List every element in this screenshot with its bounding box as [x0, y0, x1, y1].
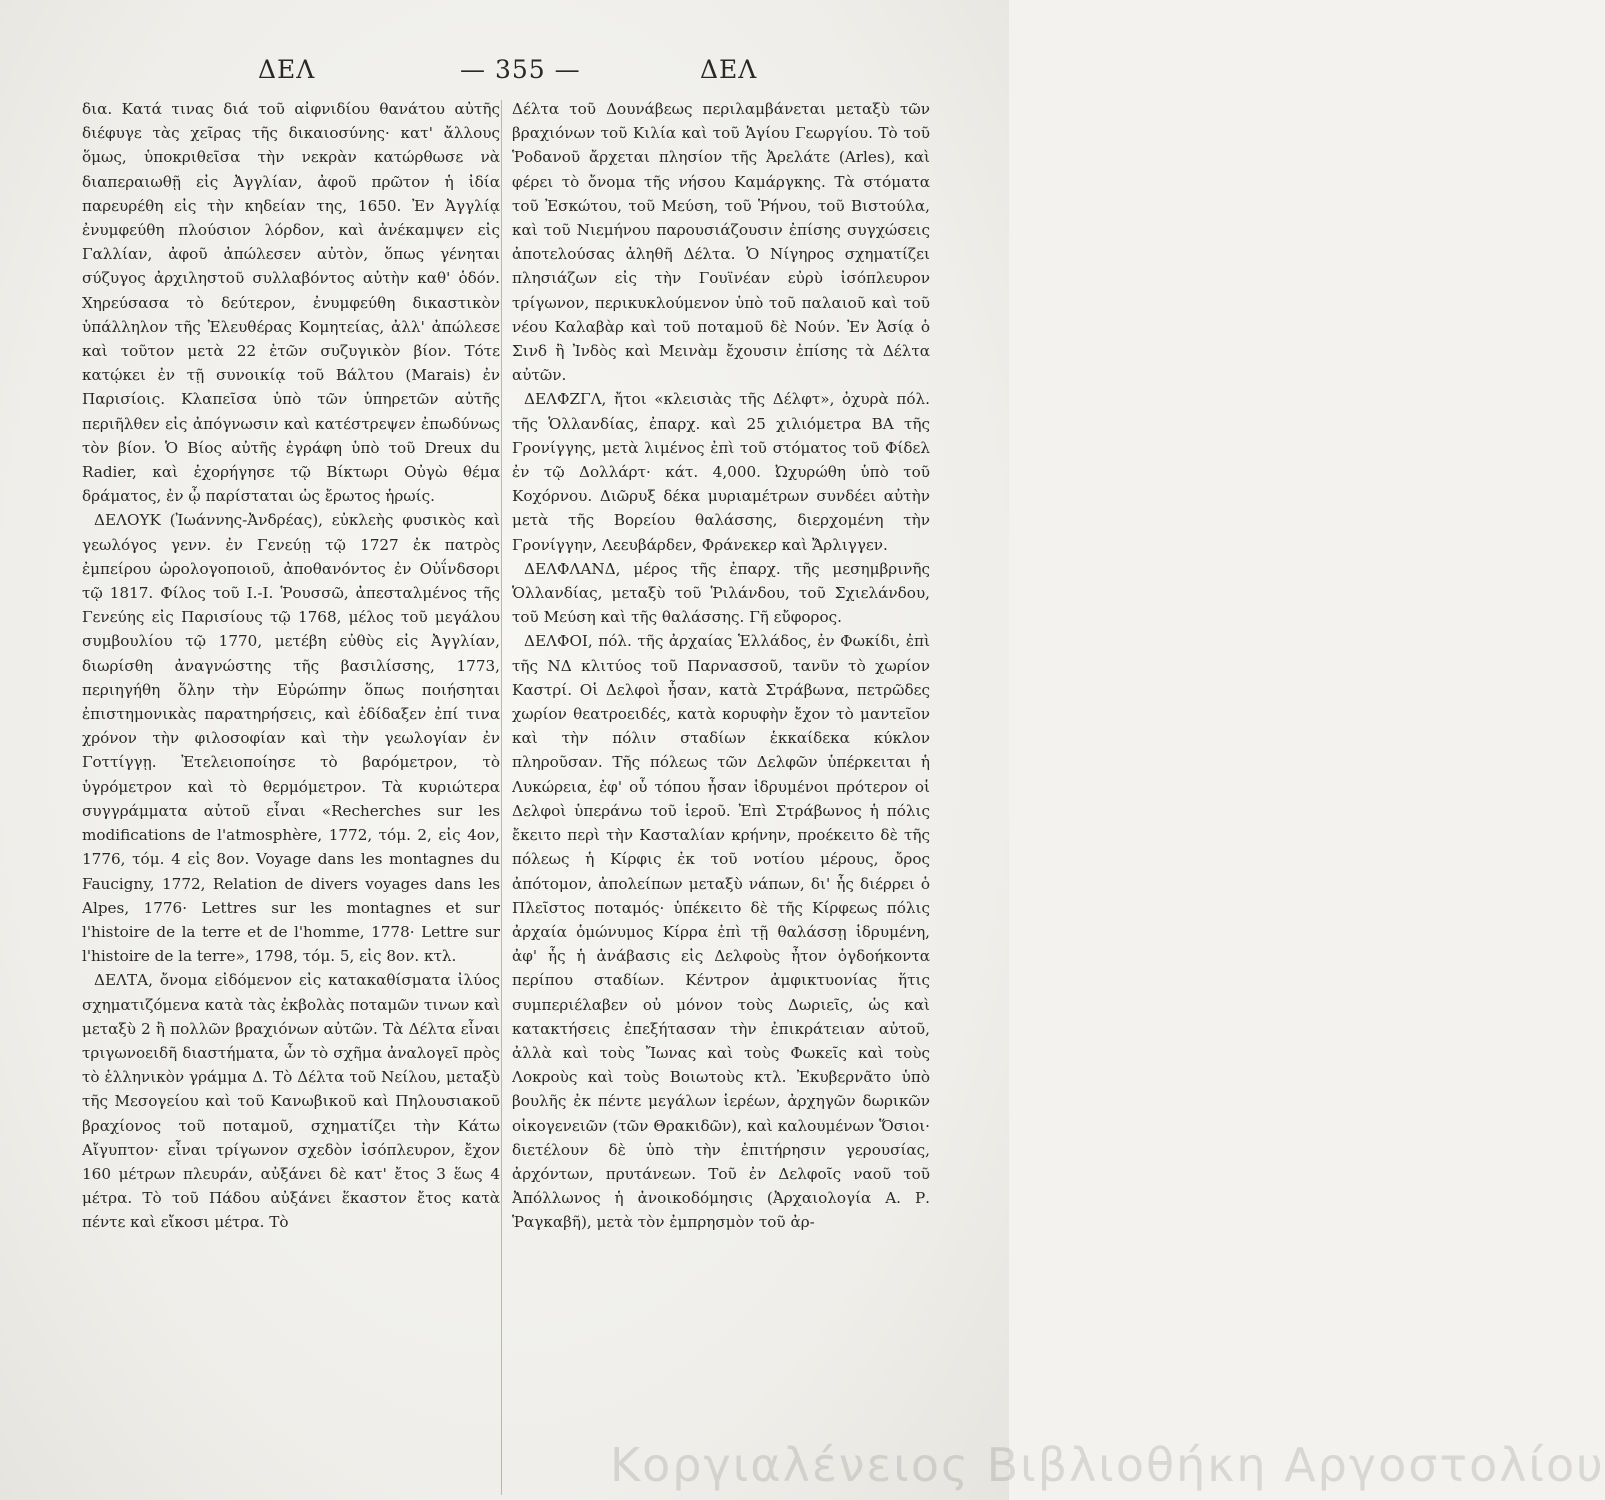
- paragraph-continuation-right: Δέλτα τοῦ Δουνάβεως περιλαμβάνεται μεταξὺ τῶν βραχιόνων τοῦ Κιλία καὶ τοῦ Ἁγίου Γεωργίου. Τὸ τοῦ Ῥοδανοῦ ἄρχεται πλησίον τῆς Ἀρελάτε (Arles), καὶ φέρει τὸ ὄνομα τῆς νήσου Καμάργκης. Τὰ στόματα τοῦ Ἐσκώτου, τοῦ Μεύση, τοῦ Ῥήνου, τοῦ Βιστούλα, καὶ τοῦ Νιεμήνου παρουσιάζουσιν ἐπίσης συγχώσεις ἀποτελούσας ἀληθῆ Δέλτα. Ὁ Νίγηρος σχηματίζει πλησιάζων εἰς τὴν Γουϊνέαν εὐρὺ ἰσόπλευρον τρίγωνον, περικυκλούμενον ὑπὸ τοῦ παλαιοῦ καὶ τοῦ νέου Καλαβὰρ καὶ τοῦ ποταμοῦ δὲ Νούν. Ἐν Ἀσίᾳ ὁ Σινδ ἢ Ἰνδὸς καὶ Μεινὰμ ἔχουσιν ἐπίσης τὰ Δέλτα αὐτῶν.: [512, 100, 930, 385]
- header-left-keyword: ΔΕΛ: [258, 55, 316, 84]
- entry-delfoi: ΔΕΛΦΟΙ, πόλ. τῆς ἀρχαίας Ἑλλάδος, ἐν Φωκίδι, ἐπὶ τῆς ΝΔ κλιτύος τοῦ Παρνασσοῦ, τανῦν τὸ χωρίον Καστρί. Οἱ Δελφοὶ ἦσαν, κατὰ Στράβωνα, πετρῶδες χωρίον θεατροειδές, κατὰ κορυφὴν ἔχον τὸ μαντεῖον καὶ τὴν πόλιν σταδίων ἑκκαίδεκα κύκλον πληροῦσαν. Τῆς πόλεως τῶν Δελφῶν ὑπέρκειται ἡ Λυκώρεια, ἐφ' οὗ τόπου ἦσαν ἱδρυμένοι πρότερον οἱ Δελφοὶ ὑπεράνω τοῦ ἱεροῦ. Ἐπὶ Στράβωνος ἡ πόλις ἔκειτο περὶ τὴν Κασταλίαν κρήνην, προέκειτο δὲ τῆς πόλεως ἡ Κίρφις ἐκ τοῦ νοτίου μέρους, ὄρος ἀπότομον, ἀπολείπων μεταξὺ νάπων, δι' ἧς διέρρει ὁ Πλεῖστος ποταμός· ὑπέκειτο δὲ τῆς Κίρφεως πόλις ἀρχαία ὁμώνυμος Κίρρα ἐπὶ τῇ θαλάσσῃ ἱδρυμένη, ἀφ' ἧς ἡ ἀνάβασις εἰς Δελφοὺς ἦτον ὀγδοήκοντα περίπου σταδίων. Κέντρον ἀμφικτυονίας ἥτις συμπεριέλαβεν οὐ μόνον τοὺς Δωριεῖς, ὡς καὶ κατακτήσεις ἐπεξήτασαν τὴν ἐπικράτειαν αὐτοῦ, ἀλλὰ καὶ τοὺς Ἴωνας καὶ τοὺς Φωκεῖς καὶ τοὺς Λοκροὺς καὶ τοὺς Βοιωτοὺς κτλ. Ἐκυβερνᾶτο ὑπὸ βουλῆς ἐκ πέντε μεγάλων ἱερέων, ἀρχηγῶν δωρικῶν οἰκογενειῶν (τῶν Θρακιδῶν), καὶ καλουμένων Ὅσιοι· διετέλουν δὲ ὑπὸ τὴν ἐπιτήρησιν γερουσίας, ἀρχόντων, πρυτάνεων. Τοῦ ἐν Δελφοῖς ναοῦ τοῦ Ἀπόλλωνος ἡ ἀνοικοδόμησις (Ἀρχαιολογία Α. Ρ. Ῥαγκαβῆ), μετὰ τὸν ἐμπρησμὸν τοῦ ἀρ-: [512, 632, 930, 1232]
- page-number: — 355 —: [460, 55, 581, 84]
- paragraph-continuation: δια. Κατά τινας διά τοῦ αἰφνιδίου θανάτου αὐτῆς διέφυγε τὰς χεῖρας τῆς δικαιοσύνης· κατ' ἄλλους ὅμως, ὑποκριθεῖσα τὴν νεκρὰν κατώρθωσε νὰ διαπεραιωθῇ εἰς Ἀγγλίαν, ἀφοῦ πρῶτον ἡ ἰδία παρευρέθη εἰς τὴν κηδείαν της, 1650. Ἐν Ἀγγλίᾳ ἐνυμφεύθη πλούσιον λόρδον, καὶ ἀνέκαμψεν εἰς Γαλλίαν, ἀφοῦ ἀπώλεσεν αὐτὸν, ὅπως γένηται σύζυγος ἀρχιληστοῦ συλλαβόντος αὐτὴν καθ' ὁδόν. Χηρεύσασα τὸ δεύτερον, ἐνυμφεύθη δικαστικὸν ὑπάλληλον τῆς Ἐλευθέρας Κομητείας, ἀλλ' ἀπώλεσε καὶ τοῦτον μετὰ 22 ἐτῶν συζυγικὸν βίον. Τότε κατῴκει ἐν τῇ συνοικίᾳ τοῦ Βάλτου (Marais) ἐν Παρισίοις. Κλαπεῖσα ὑπὸ τῶν ὑπηρετῶν αὐτῆς περιῆλθεν εἰς ἀπόγνωσιν καὶ κατέστρεψεν ἐπωδύνως τὸν βίον. Ὁ Βίος αὐτῆς ἐγράφη ὑπὸ τοῦ Dreux du Radier, καὶ ἐχορήγησε τῷ Βίκτωρι Οὐγὼ θέμα δράματος, ἐν ᾧ παρίσταται ὡς ἔρωτος ἡρωίς.: [82, 100, 500, 506]
- library-watermark: Κοργιαλένειος Βιβλιοθήκη Αργοστολίου: [610, 1438, 1605, 1492]
- entry-delfzijl: ΔΕΛΦΖΓΛ, ἤτοι «κλεισιὰς τῆς Δέλφτ», ὀχυρὰ πόλ. τῆς Ὁλλανδίας, ἐπαρχ. καὶ 25 χιλιόμετρα ΒΑ τῆς Γρονίγγης, μετὰ λιμένος ἐπὶ τοῦ στόματος τοῦ Φίδελ ἐν τῷ Δολλάρτ· κάτ. 4,000. Ὠχυρώθη ὑπὸ τοῦ Κοχόρνου. Διῶρυξ δέκα μυριαμέτρων συνδέει αὐτὴν μετὰ τῆς Βορείου θαλάσσης, διερχομένη τὴν Γρονίγγην, Λεευβάρδεν, Φράνεκερ καὶ Ἄρλιγγεν.: [512, 390, 930, 554]
- entry-delfland: ΔΕΛΦΛΑΝΔ, μέρος τῆς ἐπαρχ. τῆς μεσημβρινῆς Ὁλλανδίας, μεταξὺ τοῦ Ῥιλάνδου, τοῦ Σχιελάνδου, τοῦ Μεύση καὶ τῆς θαλάσσης. Γῆ εὔφορος.: [512, 559, 930, 627]
- page-header: [80, 55, 940, 95]
- entry-delta: ΔΕΛΤΑ, ὄνομα εἰδόμενον εἰς κατακαθίσματα ἰλύος σχηματιζόμενα κατὰ τὰς ἐκβολὰς ποταμῶν τινων καὶ μεταξὺ 2 ἢ πολλῶν βραχιόνων αὐτῶν. Τὰ Δέλτα εἶναι τριγωνοειδῆ διαστήματα, ὧν τὸ σχῆμα ἀναλογεῖ πρὸς τὸ ἑλληνικὸν γράμμα Δ. Τὸ Δέλτα τοῦ Νείλου, μεταξὺ τῆς Μεσογείου καὶ τοῦ Κανωβικοῦ καὶ Πηλουσιακοῦ βραχίονος τοῦ ποταμοῦ, σχηματίζει τὴν Κάτω Αἴγυπτον· εἶναι τρίγωνον σχεδὸν ἰσόπλευρον, ἔχον 160 μέτρων πλευράν, αὐξάνει δὲ κατ' ἔτος 3 ἕως 4 μέτρα. Τὸ τοῦ Πάδου αὐξάνει ἕκαστον ἔτος κατὰ πέντε καὶ εἴκοσι μέτρα. Τὸ: [82, 971, 500, 1232]
- header-right-keyword: ΔΕΛ: [700, 55, 758, 84]
- column-divider: [501, 100, 502, 1495]
- left-column: [82, 97, 500, 1497]
- right-column: [512, 97, 930, 1497]
- entry-delouk: ΔΕΛΟΥΚ (Ἰωάννης-Ἀνδρέας), εὐκλεὴς φυσικὸς καὶ γεωλόγος γενν. ἐν Γενεύῃ τῷ 1727 ἐκ πατρὸς ἐμπείρου ὡρολογοποιοῦ, ἀποθανόντος ἐν Οὐΐνδσορι τῷ 1817. Φίλος τοῦ Ι.-Ι. Ῥουσσῶ, ἀπεσταλμένος τῆς Γενεύης εἰς Παρισίους τῷ 1768, μέλος τοῦ μεγάλου συμβουλίου τῷ 1770, μετέβη εὐθὺς εἰς Ἀγγλίαν, διωρίσθη ἀναγνώστης τῆς βασιλίσσης, 1773, περιηγήθη ὅλην τὴν Εὐρώπην ὅπως ποιήσηται ἐπιστημονικὰς παρατηρήσεις, καὶ ἐδίδαξεν ἐπί τινα χρόνον τὴν φιλοσοφίαν καὶ τὴν γεωλογίαν ἐν Γοττίγγῃ. Ἐτελειοποίησε τὸ βαρόμετρον, τὸ ὑγρόμετρον καὶ τὸ θερμόμετρον. Τὰ κυριώτερα συγγράμματα αὐτοῦ εἶναι «Recherches sur les modifications de l'atmosphère, 1772, τόμ. 2, εἰς 4ον, 1776, τόμ. 4 εἰς 8ον. Voyage dans les montagnes du Faucigny, 1772, Relation de divers voyages dans les Alpes, 1776· Lettres sur les montagnes et sur l'histoire de la terre et de l'homme, 1778· Lettre sur l'histoire de la terre», 1798, τόμ. 5, εἰς 8ον. κτλ.: [82, 511, 500, 966]
